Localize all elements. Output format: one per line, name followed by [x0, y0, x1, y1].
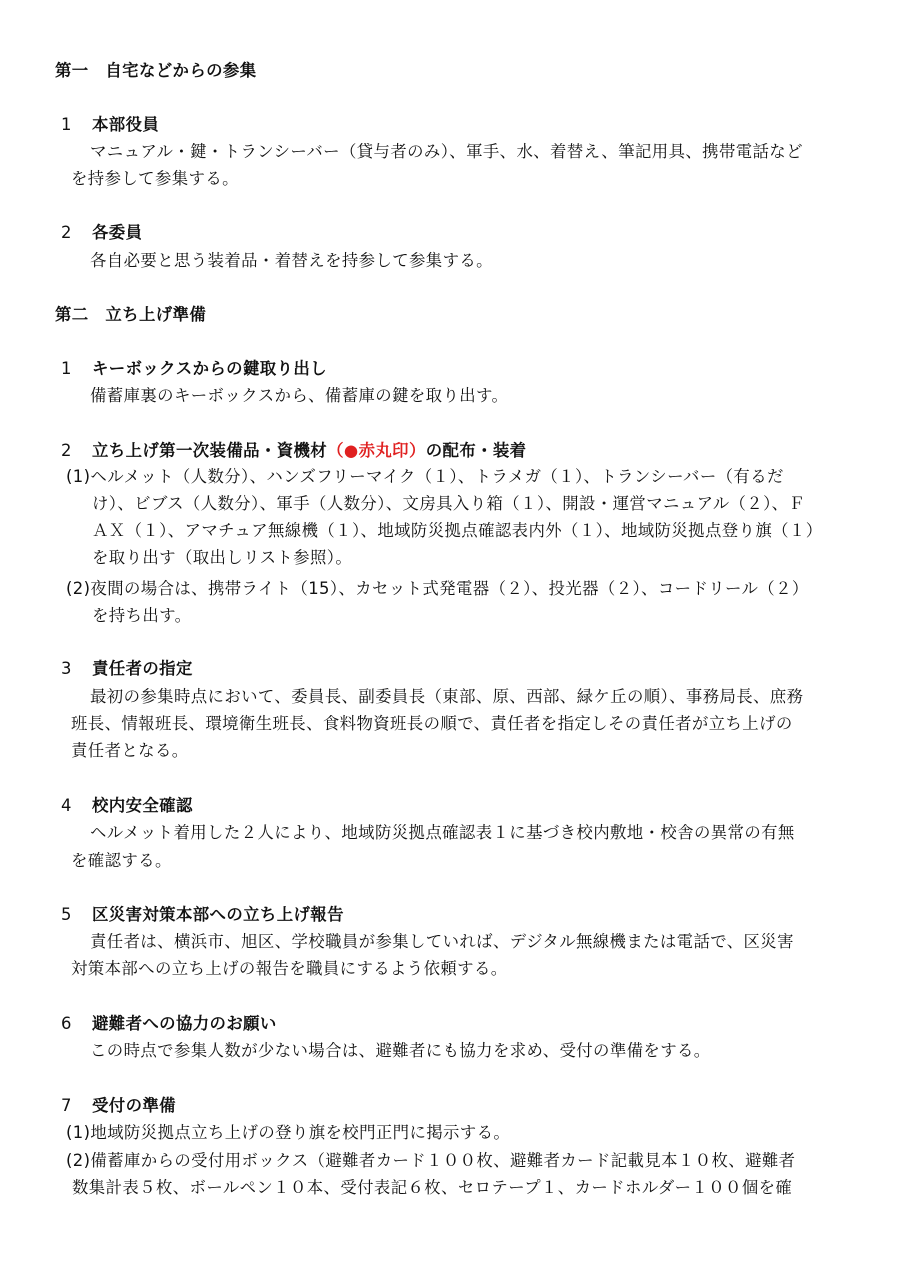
list-item-line: (1)ヘルメット（人数分）、ハンズフリーマイク（１）、トラメガ（１）、トランシーバー（有るだ — [66, 467, 784, 486]
item-number: 7 — [61, 1096, 72, 1115]
paragraph-line: を確認する。 — [71, 851, 172, 870]
paragraph-line: 対策本部への立ち上げの報告を職員にするよう依頼する。 — [71, 959, 508, 978]
paragraph-line: 班長、情報班長、環境衛生班長、食料物資班長の順で、責任者を指定しその責任者が立ち上げの — [71, 714, 793, 733]
item-heading-report: 区災害対策本部への立ち上げ報告 — [92, 905, 344, 924]
list-item-line: (2)備蓄庫からの受付用ボックス（避難者カード１００枚、避難者カード記載見本１０枚、避難者 — [66, 1151, 796, 1170]
section-1-title: 第一 自宅などからの参集 — [55, 61, 257, 80]
paragraph-line: 責任者となる。 — [71, 741, 189, 760]
paragraph-line: 最初の参集時点において、委員長、副委員長（東部、原、西部、緑ケ丘の順）、事務局長、庶務 — [90, 687, 804, 706]
heading-text: 立ち上げ第一次装備品・資機材 — [92, 441, 328, 460]
item-number: 4 — [61, 796, 72, 815]
item-heading-key-retrieval: キーボックスからの鍵取り出し — [92, 359, 327, 378]
item-number: 6 — [61, 1014, 72, 1033]
paragraph-line: ヘルメット着用した２人により、地域防災拠点確認表１に基づき校内敷地・校舎の異常の有無 — [90, 823, 795, 842]
list-item-continuation: ＡＸ（１）、アマチュア無線機（１）、地域防災拠点確認表内外（１）、地域防災拠点登り旗（１） — [92, 521, 823, 540]
item-number: 1 — [61, 359, 72, 378]
paragraph-line: この時点で参集人数が少ない場合は、避難者にも協力を求め、受付の準備をする。 — [90, 1041, 711, 1060]
item-number: 3 — [61, 659, 72, 678]
item-heading-kaku-iin: 各委員 — [92, 223, 143, 242]
paragraph-line: 備蓄庫裏のキーボックスから、備蓄庫の鍵を取り出す。 — [90, 386, 509, 405]
list-item-line: (2)夜間の場合は、携帯ライト（15）、カセット式発電器（２）、投光器（２）、コードリール（２） — [66, 579, 809, 598]
list-item-continuation: を持ち出す。 — [92, 606, 192, 625]
item-heading-reception-prep: 受付の準備 — [92, 1096, 176, 1115]
red-circle-mark-note: （●赤丸印） — [327, 441, 426, 460]
paragraph-line: マニュアル・鍵・トランシーバー（貸与者のみ）、軍手、水、着替え、筆記用具、携帯電話など — [90, 142, 803, 161]
paragraph-line: 各自必要と思う装着品・着替えを持参して参集する。 — [90, 251, 493, 270]
section-2-title: 第二 立ち上げ準備 — [55, 305, 207, 324]
item-number: 5 — [61, 905, 72, 924]
item-heading-equipment-distribution — [92, 440, 526, 462]
heading-text: の配布・装着 — [425, 441, 527, 460]
item-heading-responsible-person: 責任者の指定 — [92, 659, 193, 678]
list-item-continuation: を取り出す（取出しリスト参照）。 — [92, 548, 353, 567]
item-heading-honbu-yakuin: 本部役員 — [92, 115, 160, 134]
paragraph-line: 責任者は、横浜市、旭区、学校職員が参集していれば、デジタル無線機または電話で、区災害 — [90, 932, 794, 951]
item-number: 2 — [61, 223, 72, 242]
item-number: 1 — [61, 115, 72, 134]
item-heading-safety-check: 校内安全確認 — [92, 796, 193, 815]
item-heading-evacuee-cooperation: 避難者への協力のお願い — [92, 1014, 277, 1033]
list-item-continuation: 数集計表５枚、ボールペン１０本、受付表記６枚、セロテープ１、カードホルダー１００個を確 — [72, 1178, 793, 1197]
list-item-continuation: け）、ビブス（人数分）、軍手（人数分）、文房具入り箱（１）、開設・運営マニュアル（２）、Ｆ — [92, 494, 806, 513]
paragraph-line: を持参して参集する。 — [71, 169, 239, 188]
item-number: 2 — [61, 441, 72, 460]
list-item-line: (1)地域防災拠点立ち上げの登り旗を校門正門に掲示する。 — [66, 1123, 511, 1142]
